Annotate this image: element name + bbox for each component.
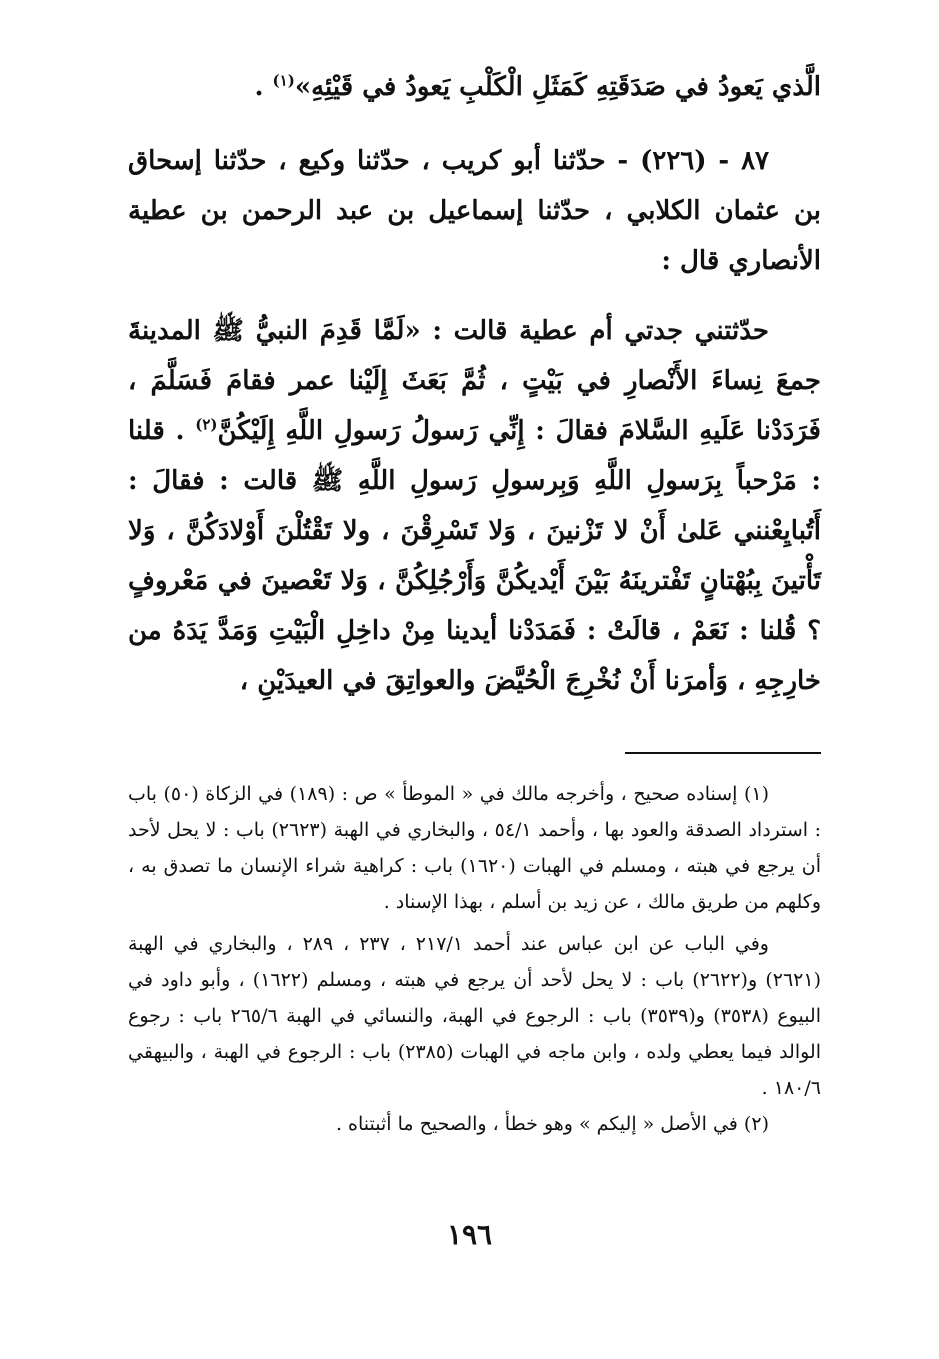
- opening-text: الَّذي يَعودُ في صَدَقَتِهِ كَمَثَلِ الْكَلْبِ يَعودُ في قَيْئِهِ»: [294, 72, 821, 102]
- main-text-block: [128, 62, 821, 706]
- opening-line: [128, 62, 821, 112]
- footnote-marker-2[interactable]: (٢): [195, 415, 218, 434]
- footnote-separator: [625, 752, 821, 754]
- footnote-2: (٢) في الأصل « إليكم » وهو خطأ ، والصحيح ما أثبتناه .: [335, 1113, 769, 1135]
- hadith-body-part1: حدّثتني جدتي أم عطية قالت : «لَمَّا قَدِمَ النبيُّ ﷺ المدينةَ جمعَ نِساءَ الأَنْصارِ في بَيْتٍ ، ثُمَّ بَعَثَ إِلَيْنا عمر فقامَ فَسَلَّمَ ، فَرَدَدْنا عَلَيهِ السَّلامَ فقالَ : إِنِّي رَسولُ رَسولِ اللَّهِ إِلَيْكُنَّ: [128, 316, 821, 446]
- footnote-1-continuation: وفي الباب عن ابن عباس عند أحمد ٢١٧/١ ، ٢٣٧ ، ٢٨٩ ، والبخاري في الهبة (٢٦٢١) و(٢٦٢٢) باب : لا يحل لأحد أن يرجع في هبته ، ومسلم (١٦٢٢) ، وأبو داود في البيوع (٣٥٣٨) و(٣٥٣٩) باب : الرجوع في الهبة، والنسائي في الهبة ٢٦٥/٦ باب : رجوع الوالد فيما يعطي ولده ، وابن ماجه في الهبات (٢٣٨٥) باب : الرجوع في الهبة ، والبيهقي ١٨٠/٦ .: [128, 933, 821, 1099]
- hadith-body-part2: . قلنا : مَرْحباً بِرَسولِ اللَّهِ وَبِرسولِ رَسولِ اللَّهِ ﷺ قالت : فقالَ : أَتُبايِعْنني عَلىٰ أَنْ لا تَزْنينَ ، وَلا تَسْرِقْنَ ، ولا تَقْتُلْنَ أَوْلادَكُنَّ ، وَلا تَأْتينَ بِبُهْتانٍ تَفْترينَهُ بَيْنَ أَيْديكُنَّ وَأَرْجُلِكُنَّ ، وَلا تَعْصينَ في مَعْروفٍ ؟ قُلنا : نَعَمْ ، قالَتْ : فَمَدَدْنا أيدينا مِنْ داخِلِ الْبَيْتِ وَمَدَّ يَدَهُ من خارِجِهِ ، وَأمرَنا أَنْ نُخْرِجَ الْحُيَّضَ والعواتِقَ في العيدَيْنِ ،: [128, 416, 821, 696]
- hadith-heading: ٨٧ - (٢٢٦) - حدّثنا أبو كريب ، حدّثنا وكيع ، حدّثنا إسحاق بن عثمان الكلابي ، حدّثنا إسماعيل بن عبد الرحمن بن عطية الأنصاري قال :: [128, 146, 821, 276]
- footnotes-block: [128, 776, 821, 1142]
- footnote-marker-1[interactable]: (١): [272, 71, 295, 90]
- footnote-1: (١) إسناده صحيح ، وأخرجه مالك في « الموطأ » ص : (١٨٩) في الزكاة (٥٠) باب : استرداد الصدقة والعود بها ، وأحمد ٥٤/١ ، والبخاري في الهبة (٢٦٢٣) باب : لا يحل لأحد أن يرجع في هبته ، ومسلم في الهبات (١٦٢٠) باب : كراهية شراء الإنسان ما تصدق به ، وكلهم من طريق مالك ، عن زيد بن أسلم ، بهذا الإسناد .: [128, 783, 822, 913]
- opening-end: .: [254, 72, 273, 102]
- page-number: ١٩٦: [446, 1218, 493, 1251]
- hadith-body: [128, 306, 821, 706]
